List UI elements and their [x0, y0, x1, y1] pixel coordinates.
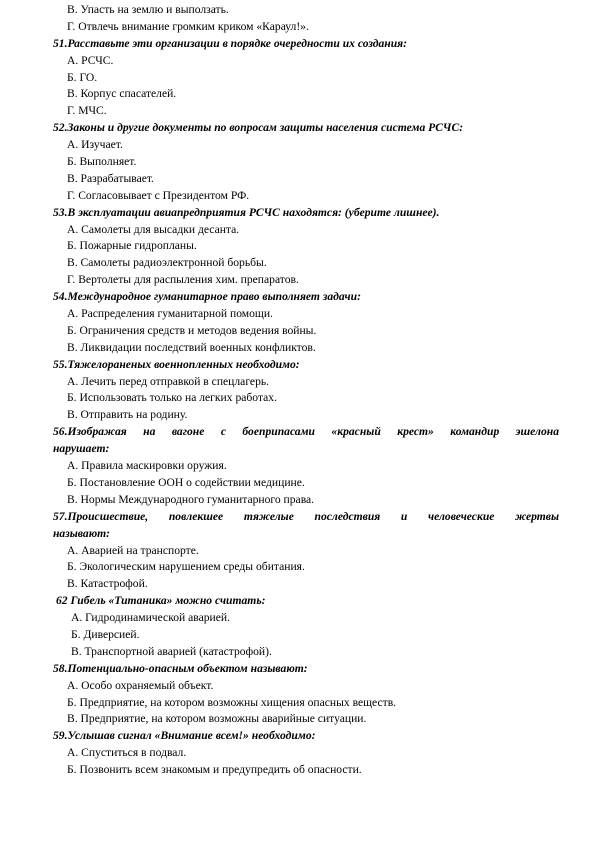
option-line: В. Отправить на родину.: [67, 408, 188, 422]
option-line: Г. Вертолеты для распыления хим. препаратов.: [67, 273, 299, 287]
option-line: В. Корпус спасателей.: [67, 87, 177, 101]
option-line: Г. Согласовывает с Президентом РФ.: [67, 188, 250, 202]
option-line: В. Разрабатывает.: [67, 171, 154, 185]
option-line: А. Самолеты для высадки десанта.: [67, 222, 240, 236]
question-line: 53.В эксплуатации авиапредприятия РСЧС находятся: (уберите лишнее).: [53, 205, 440, 219]
option-line: А. Распределения гуманитарной помощи.: [67, 307, 273, 321]
option-line: В. Самолеты радиоэлектронной борьбы.: [67, 256, 267, 270]
option-line: А. Гидродинамической аварией.: [71, 611, 231, 625]
question-line: 58.Потенциально-опасным объектом называют:: [53, 661, 308, 675]
option-line: А. Правила маскировки оружия.: [67, 459, 227, 473]
question-line: 52.Законы и другие документы по вопросам защиты населения система РСЧС:: [53, 121, 464, 135]
option-line: Б. Позвонить всем знакомым и предупредить об опасности.: [67, 763, 362, 777]
option-line: Б. Предприятие, на котором возможны хищения опасных веществ.: [67, 695, 397, 709]
option-line: А. Особо охраняемый объект.: [67, 678, 214, 692]
option-line: А. Лечить перед отправкой в спецлагерь.: [67, 374, 270, 388]
option-line: Б. Пожарные гидропланы.: [67, 239, 197, 253]
question-line: 55.Тяжелораненых военнопленных необходимо:: [53, 357, 300, 371]
question-line: 57.Происшествие, повлекшее тяжелые последствия и человеческие жертвы: [53, 509, 559, 523]
option-line: В. Нормы Международного гуманитарного права.: [67, 492, 315, 506]
option-line: А. Изучает.: [67, 138, 123, 152]
option-line: Б. ГО.: [67, 70, 98, 84]
option-line: А. РСЧС.: [67, 53, 114, 67]
option-line: Б. Ограничения средств и методов ведения войны.: [67, 323, 317, 337]
option-line: В. Транспортной аварией (катастрофой).: [71, 644, 272, 658]
option-line: В. Упасть на землю и выползать.: [67, 3, 229, 16]
question-line: 51.Расставьте эти организации в порядке очередности их создания:: [53, 36, 407, 50]
question-line: 62 Гибель «Титаника» можно считать:: [56, 594, 266, 608]
option-line: В. Ликвидации последствий военных конфликтов.: [67, 340, 316, 354]
option-line: Г. МЧС.: [67, 104, 107, 118]
option-line: Г. Отвлечь внимание громким криком «Караул!».: [67, 19, 309, 33]
question-line: 56.Изображая на вагоне с боеприпасами «красный крест» командир эшелона: [53, 425, 559, 439]
option-line: Б. Экологическим нарушением среды обитания.: [67, 560, 305, 574]
option-line: А. Спуститься в подвал.: [67, 746, 187, 760]
option-line: Б. Использовать только на легких работах.: [67, 391, 277, 405]
option-line: Б. Постановление ООН о содействии медицине.: [67, 475, 305, 489]
option-line: В. Катастрофой.: [67, 577, 148, 591]
option-line: Б. Выполняет.: [67, 155, 137, 169]
question-line: 59.Услышав сигнал «Внимание всем!» необходимо:: [53, 729, 316, 743]
question-line: 54.Международное гуманитарное право выполняет задачи:: [53, 290, 361, 304]
option-line: Б. Диверсией.: [71, 627, 140, 641]
question-line-continued: называют:: [53, 526, 111, 540]
option-line: В. Предприятие, на котором возможны аварийные ситуации.: [67, 712, 367, 726]
question-line-continued: нарушает:: [53, 442, 110, 456]
option-line: А. Аварией на транспорте.: [67, 543, 199, 557]
